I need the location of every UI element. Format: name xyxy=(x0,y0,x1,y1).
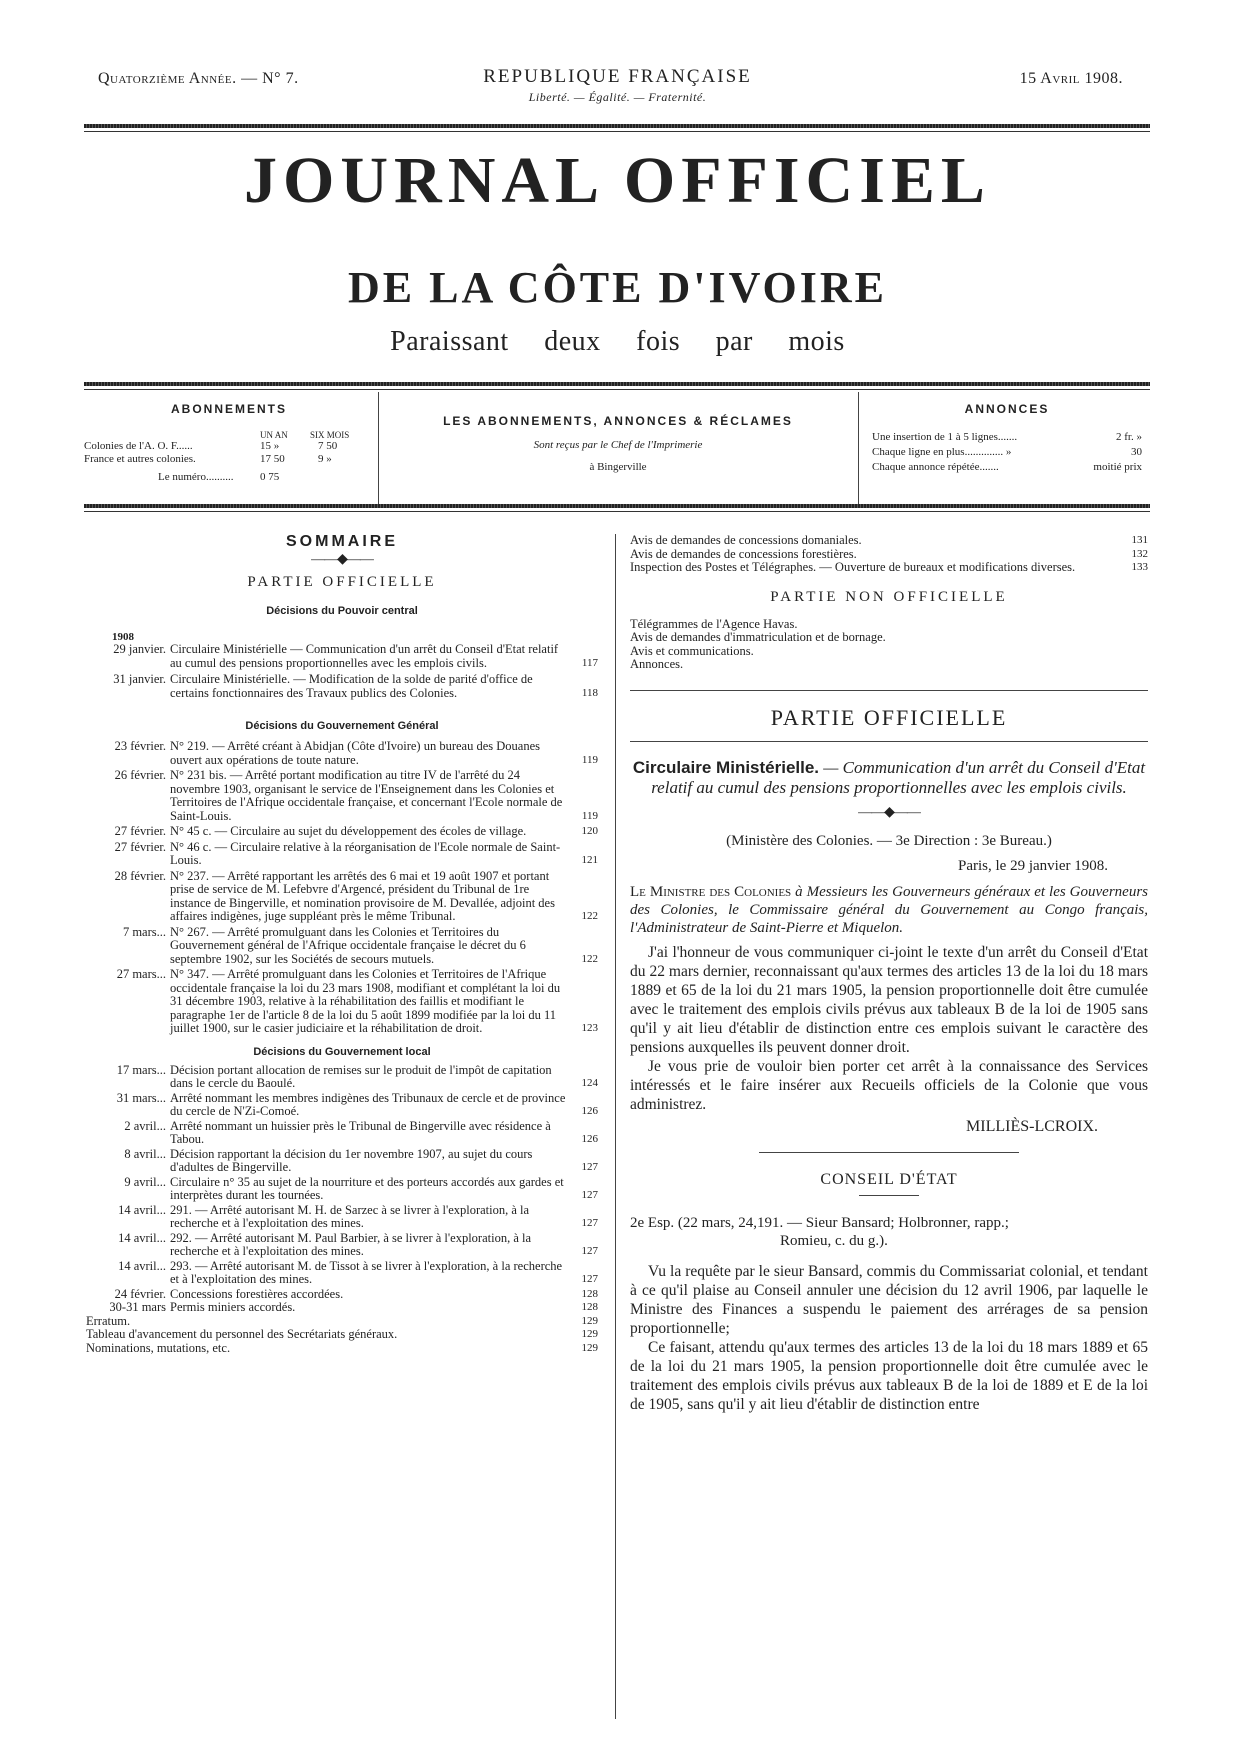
sommaire-entry xyxy=(86,1315,598,1329)
entry-text: Circulaire n° 35 au sujet de la nourriture et des porteurs accordés aux gardes et interprètes durant les tournées. xyxy=(170,1174,564,1202)
top-rule xyxy=(84,124,1150,128)
abonnement-row-value: 15 » xyxy=(260,440,280,452)
sommaire-entry xyxy=(86,1328,598,1342)
journal-subtitle: DE LA CÔTE D'IVOIRE xyxy=(347,263,887,312)
abonnement-row-label: France et autres colonies. xyxy=(84,453,196,465)
entry-page: 122 xyxy=(581,910,598,922)
date-line: Paris, le 29 janvier 1908. xyxy=(958,857,1108,874)
box-divider-left xyxy=(378,392,379,504)
divider xyxy=(630,690,1148,691)
column-divider xyxy=(615,534,616,1719)
address-paragraph xyxy=(630,883,1148,937)
sommaire-entry xyxy=(86,1064,598,1091)
entry-page: 126 xyxy=(581,1133,598,1145)
entry-page: 120 xyxy=(581,825,598,837)
sommaire-entry xyxy=(630,548,1148,562)
circulaire-heading xyxy=(630,758,1148,798)
entry-date: 2 avril... xyxy=(124,1118,166,1133)
paragraph: Vu la requête par le sieur Bansard, commis du Commissariat colonial, et tendant à ce qu'il plaise au Conseil annuler une décision du 12 avril 1906, par laquelle le Ministre des Finances a suspendu le paiement des arrérages de sa pension proportionnelle; xyxy=(630,1262,1148,1337)
entry-text: Décision rapportant la décision du 1er novembre 1907, au sujet du cours d'adultes de Bingerville. xyxy=(170,1146,533,1174)
sommaire-entry xyxy=(86,1092,598,1119)
abonnements-box xyxy=(84,402,374,488)
box-divider-right xyxy=(858,392,859,504)
entry-text: N° 219. — Arrêté créant à Abidjan (Côte d'Ivoire) un bureau des Douanes ouvert aux opérations de toute nature. xyxy=(170,739,540,767)
issue-date: 15 Avril 1908. xyxy=(1019,70,1123,87)
entry-date: 24 février. xyxy=(114,1286,166,1301)
annonces-box xyxy=(872,402,1142,480)
entry-date: 27 mars... xyxy=(116,967,166,981)
abonnement-row-value: 7 50 xyxy=(318,440,338,452)
motto: Liberté. — Égalité. — Fraternité. xyxy=(528,90,707,104)
sommaire-entry xyxy=(86,1301,598,1315)
address-sender: Le Ministre des Colonies xyxy=(630,883,792,900)
section-heading: Décisions du Pouvoir central xyxy=(266,605,418,617)
entry-date: 27 février. xyxy=(114,824,166,838)
address-recipients: à Messieurs les Gouverneurs généraux et les Gouverneurs des Colonies, le Commissaire général du Gouvernement au Congo français, l'Administrateur de Saint-Pierre et Miquelon. xyxy=(630,883,1148,936)
entry-text: Arrêté nommant un huissier près le Tribunal de Bingerville avec résidence à Tabou. xyxy=(170,1118,551,1146)
paragraph: Ce faisant, attendu qu'aux termes des articles 13 de la loi du 18 mars 1889 et 65 de la loi du 21 mars 1905, la pension proportionnelle doit être cumulée avec le traitement des emplois civils prévus aux tableaux B de la loi de 1889 et E de la loi de 1905, sans qu'il y ait lieu d'établir de distinction entre xyxy=(630,1338,1148,1413)
entry-date: 23 février. xyxy=(114,739,166,753)
annonce-row-label: Chaque annonce répétée....... xyxy=(872,461,999,473)
sommaire-entry xyxy=(86,1204,598,1231)
top-rule-thin xyxy=(84,131,1150,132)
case-line: Romieu, c. du g.). xyxy=(780,1232,888,1249)
entry-date: 14 avril... xyxy=(118,1202,166,1217)
sommaire-entry xyxy=(630,561,1148,575)
partie-officielle-heading: PARTIE OFFICIELLE xyxy=(247,574,437,590)
sommaire-entry xyxy=(86,1288,598,1302)
sommaire-entry xyxy=(86,740,598,767)
entry-date: 8 avril... xyxy=(124,1146,166,1161)
year-label: 1908 xyxy=(112,631,134,643)
divider xyxy=(630,741,1148,742)
section-heading: Décisions du Gouvernement local xyxy=(253,1045,431,1058)
entry-text: Circulaire Ministérielle — Communication d'un arrêt du Conseil d'Etat relatif au cumul des pensions proportionnelles avec les emplois civils. xyxy=(170,642,559,670)
sommaire-entry xyxy=(86,870,598,924)
sommaire-entry xyxy=(86,643,598,670)
entry-text: Circulaire Ministérielle. — Modification de la solde de parité d'office de certains fonctionnaires des Travaux publics des Colonies. xyxy=(170,672,533,700)
entry-page: 121 xyxy=(581,854,598,866)
numero-label: Le numéro.......... xyxy=(158,471,234,483)
entry-page: 129 xyxy=(581,1328,598,1340)
sommaire-entry xyxy=(86,673,598,700)
reclames-line1: Sont reçus par le Chef de l'Imprimerie xyxy=(533,439,703,451)
entry-page: 128 xyxy=(581,1287,598,1300)
list-item: Annonces. xyxy=(630,657,684,671)
entry-date: 31 janvier. xyxy=(113,672,166,686)
case-reference xyxy=(630,1214,1148,1250)
entry-text: Nominations, mutations, etc. xyxy=(86,1340,231,1355)
entry-text: 293. — Arrêté autorisant M. de Tissot à se livrer à l'exploration, à la recherche et à l'exploitation des mines. xyxy=(170,1258,563,1286)
sommaire-entry xyxy=(86,1232,598,1259)
entry-page: 123 xyxy=(581,1022,598,1034)
list-item: Avis et communications. xyxy=(630,643,754,658)
annonce-row-label: Une insertion de 1 à 5 lignes....... xyxy=(872,431,1018,443)
non-officielle-list xyxy=(630,618,1148,672)
annonces-title: ANNONCES xyxy=(964,402,1050,416)
entry-text: Arrêté nommant les membres indigènes des Tribunaux de cercle et de province du cercle de N'Zi-Comoé. xyxy=(170,1090,566,1118)
entry-text: Concessions forestières accordées. xyxy=(170,1286,344,1301)
numero-value: 0 75 xyxy=(260,471,280,483)
entry-text: Avis de demandes de concessions domaniales. xyxy=(630,533,862,547)
sommaire-entry xyxy=(86,968,598,1036)
entry-page: 127 xyxy=(581,1189,598,1201)
case-line: 2e Esp. (22 mars, 24,191. — Sieur Bansard; Holbronner, rapp.; xyxy=(630,1214,1009,1231)
entry-date: 7 mars... xyxy=(122,924,166,939)
entry-date: 14 avril... xyxy=(118,1258,166,1273)
entry-page: 119 xyxy=(581,809,598,822)
entry-text: 291. — Arrêté autorisant M. H. de Sarzec à se livrer à l'exploration, à la recherche et à l'exploitation des mines. xyxy=(170,1202,530,1230)
entry-date: 26 février. xyxy=(114,768,166,782)
sommaire-entry xyxy=(86,841,598,868)
reclames-title: LES ABONNEMENTS, ANNONCES & RÉCLAMES xyxy=(443,414,793,428)
masthead-rule xyxy=(84,382,1150,386)
abonnement-row-value: 9 » xyxy=(318,453,332,465)
signature: MILLIÈS-LCROIX. xyxy=(966,1117,1098,1135)
partie-officielle-heading: PARTIE OFFICIELLE xyxy=(770,704,1008,730)
entry-text: Inspection des Postes et Télégraphes. — Ouverture de bureaux et modifications diverses. xyxy=(630,560,1076,574)
issue-number: Quatorzième Année. — N° 7. xyxy=(98,70,299,87)
annonce-row-value: moitié prix xyxy=(1093,461,1142,473)
annonce-row-value: 30 xyxy=(1131,446,1142,458)
annonce-row-value: 2 fr. » xyxy=(1116,431,1142,443)
entry-date: 31 mars... xyxy=(116,1090,166,1105)
abonnement-row-value: 17 50 xyxy=(260,453,285,465)
republic-title: REPUBLIQUE FRANÇAISE xyxy=(483,66,752,87)
entry-date: 28 février. xyxy=(114,868,166,883)
entry-page: 129 xyxy=(581,1314,598,1327)
conseil-heading: CONSEIL D'ÉTAT xyxy=(820,1170,958,1188)
entry-page: 127 xyxy=(581,1273,598,1285)
list-item: Télégrammes de l'Agence Havas. xyxy=(630,616,798,631)
sommaire-entry xyxy=(86,1148,598,1175)
partie-non-officielle-heading: PARTIE NON OFFICIELLE xyxy=(770,588,1008,605)
entry-page: 117 xyxy=(581,656,598,669)
right-column xyxy=(630,534,1148,1414)
entry-page: 132 xyxy=(1131,547,1148,560)
entry-date: 17 mars... xyxy=(116,1062,166,1077)
entry-page: 124 xyxy=(581,1077,598,1089)
abonnements-title: ABONNEMENTS xyxy=(170,402,287,416)
entry-page: 118 xyxy=(581,686,598,699)
entry-text: Permis miniers accordés. xyxy=(170,1300,296,1314)
entry-date: 30-31 mars xyxy=(109,1300,166,1314)
list-item: Avis de demandes d'immatriculation et de bornage. xyxy=(630,630,886,644)
entry-text: 292. — Arrêté autorisant M. Paul Barbier, à se livrer à l'exploration, à la recherche et à l'exploitation des mines. xyxy=(170,1230,532,1258)
entry-page: 131 xyxy=(1131,534,1148,546)
circulaire-subject: — Communication d'un arrêt du Conseil d'Etat relatif au cumul des pensions proportionnelles avec les emplois civils. xyxy=(651,757,1146,797)
abonnement-row-label: Colonies de l'A. O. F...... xyxy=(84,440,193,452)
entry-date: 29 janvier. xyxy=(113,642,166,656)
col-un-an: UN AN xyxy=(260,430,288,440)
section-heading: Décisions du Gouvernement Général xyxy=(245,720,439,732)
sommaire-entry xyxy=(630,534,1148,548)
entry-text: Avis de demandes de concessions forestières. xyxy=(630,546,857,561)
col-six-mois: SIX MOIS xyxy=(310,430,350,440)
entry-text: N° 347. — Arrêté promulguant dans les Colonies et Territoires de l'Afrique occidentale française la loi du 23 mars 1908, modifiant et complétant la loi du 31 décembre 1903, relative à la réhabilitation des faillis et modifiant le paragraphe 1er de l'article 8 de la loi du 5 août 1899 modifiée par la loi du 11 juillet 1900, sur le casier judiciaire et la réhabilitation de droit. xyxy=(170,967,561,1035)
reclames-box xyxy=(380,414,856,474)
entry-page: 122 xyxy=(581,952,598,965)
entry-page: 129 xyxy=(581,1341,598,1354)
journal-title: JOURNAL OFFICIEL xyxy=(244,144,991,217)
ornament: ——◆—— xyxy=(311,552,373,567)
entry-text: N° 46 c. — Circulaire relative à la réorganisation de l'Ecole normale de Saint-Louis. xyxy=(170,839,561,867)
divider xyxy=(859,1195,919,1196)
sommaire-entry xyxy=(86,1342,598,1356)
entry-text: N° 237. — Arrêté rapportant les arrêtés des 6 mai et 19 août 1907 et portant prise de service de M. Lefebvre d'Argencé, président du Tribunal de 1re instance de Bingerville, et nomination provisoire de M. Devallée, adjoint des affaires indigènes, juge suppléant près le même Tribunal. xyxy=(170,868,555,923)
sommaire-title: SOMMAIRE xyxy=(286,533,398,550)
sommaire-entry xyxy=(86,926,598,967)
paragraph: J'ai l'honneur de vous communiquer ci-joint le texte d'un arrêt du Conseil d'Etat du 22 mars dernier, reconnaissant qu'aux termes des articles 13 de la loi du 18 mars 1889 et 65 de la loi du 21 mars 1905, la pension proportionnelle doit être cumulée avec le traitement des emplois civils prévus aux tableaux B de la loi de 1905 sans qu'il y ait lieu d'établir de distinction entre ces emplois suivant le caractère des pensions auxquelles ils peuvent donner droit. xyxy=(630,943,1148,1056)
entry-page: 133 xyxy=(1131,561,1148,573)
paragraph: Je vous prie de vouloir bien porter cet arrêt à la connaissance des Services intéressés et le faire insérer aux Recueils officiels de la Colonie que vous administrez. xyxy=(630,1057,1148,1113)
entry-text: Tableau d'avancement du personnel des Secrétariats généraux. xyxy=(86,1327,398,1341)
sommaire-entry xyxy=(86,1120,598,1147)
entry-page: 119 xyxy=(581,753,598,766)
entry-page: 127 xyxy=(581,1161,598,1173)
reclames-line2: à Bingerville xyxy=(589,461,647,473)
sommaire-entry xyxy=(86,825,598,839)
sommaire-entry xyxy=(86,1176,598,1203)
entry-date: 14 avril... xyxy=(118,1230,166,1245)
sommaire-entry xyxy=(86,1260,598,1287)
circulaire-title: Circulaire Ministérielle. xyxy=(632,757,820,777)
sommaire xyxy=(86,533,598,1355)
masthead-rule-thin xyxy=(84,389,1150,390)
entry-text: N° 45 c. — Circulaire au sujet du développement des écoles de village. xyxy=(170,824,527,838)
ministere-line: (Ministère des Colonies. — 3e Direction : 3e Bureau.) xyxy=(726,832,1052,849)
journal-tagline: Paraissant deux fois par mois xyxy=(390,326,845,357)
entry-page: 127 xyxy=(581,1245,598,1257)
entry-date: Erratum. xyxy=(86,1313,131,1328)
entry-page: 126 xyxy=(581,1105,598,1117)
entry-text: N° 267. — Arrêté promulguant dans les Colonies et Territoires du Gouvernement général de l'Afrique occidentale française le décret du 6 septembre 1902, sur les Sociétés de secours mutuels. xyxy=(170,924,526,966)
annonce-row-label: Chaque ligne en plus.............. » xyxy=(872,446,1012,458)
sommaire-entry xyxy=(86,769,598,823)
entry-date: 27 février. xyxy=(114,839,166,854)
entry-date: 9 avril... xyxy=(124,1174,166,1189)
ornament: ——◆—— xyxy=(858,804,920,820)
entry-page: 128 xyxy=(581,1301,598,1313)
box-bottom-rule-thin xyxy=(84,511,1150,512)
entry-page: 127 xyxy=(581,1217,598,1229)
entry-text: Décision portant allocation de remises sur le produit de l'impôt de capitation dans le cercle du Baoulé. xyxy=(170,1062,552,1090)
box-bottom-rule xyxy=(84,504,1150,508)
divider xyxy=(759,1152,1019,1153)
entry-text: N° 231 bis. — Arrêté portant modification au titre IV de l'arrêté du 24 novembre 1903, organisant le service de l'Enseignement dans les Colonies et Territoires de l'Afrique occidentale française, et concernant l'Ecole normale de Saint-Louis. xyxy=(170,768,563,823)
